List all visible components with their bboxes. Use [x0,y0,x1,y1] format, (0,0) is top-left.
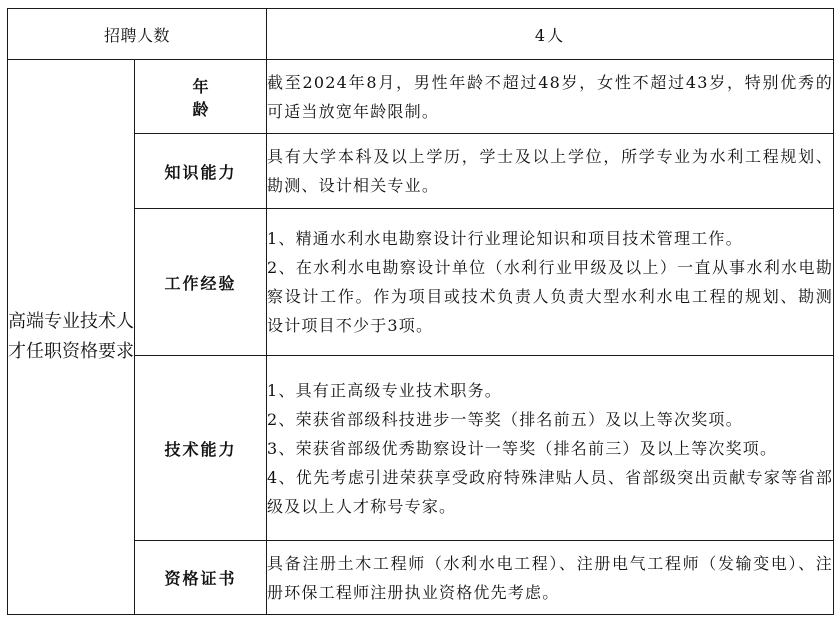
requirement-label-experience: 工作经验 [135,209,267,356]
requirement-label-technical: 技术能力 [135,356,267,541]
requirement-line: 4、优先考虑引进荣获享受政府特殊津贴人员、省部级突出贡献专家等省部级及以上人才称号专家。 [267,467,834,516]
requirement-content-age [267,60,834,134]
header-row [8,9,834,60]
qualification-group-label: 高端专业技术人才任职资格要求 [8,60,135,615]
requirement-line: 3、荣获省部级优秀勘察设计一等奖（排名前三）及以上等次奖项。 [267,438,778,458]
requirement-content-knowledge [267,134,834,209]
requirement-line: 1、精通水利水电勘察设计行业理论知识和项目技术管理工作。 [267,229,743,248]
requirement-line: 截至2024年8月，男性年龄不超过48岁，女性不超过43岁，特别优秀的可适当放宽年龄限制。 [267,72,834,121]
recruit-count-label: 招聘人数 [8,9,267,60]
requirement-line: 具备注册土木工程师（水利水电工程）、注册电气工程师（发输变电）、注册环保工程师注册执业资格优先考虑。 [267,553,834,602]
requirement-content-technical [267,356,834,541]
requirement-line: 具有大学本科及以上学历，学士及以上学位，所学专业为水利工程规划、勘测、设计相关专业。 [267,147,834,195]
requirement-line: 2、荣获省部级科技进步一等奖（排名前五）及以上等次奖项。 [267,409,743,429]
recruit-count-value: 4人 [267,9,834,60]
requirement-label-age: 年 龄 [135,60,267,134]
requirement-row-age [8,60,834,134]
requirements-table [7,8,834,615]
requirement-content-certificate [267,541,834,615]
requirement-content-experience [267,209,834,356]
requirement-label-certificate: 资格证书 [135,541,267,615]
requirement-line: 2、在水利水电勘察设计单位（水利行业甲级及以上）一直从事水利水电勘察设计工作。作为项目或技术负责人负责大型水利水电工程的规划、勘测设计项目不少于3项。 [267,258,834,335]
requirement-label-knowledge: 知识能力 [135,134,267,209]
requirement-line: 1、具有正高级专业技术职务。 [267,380,502,400]
